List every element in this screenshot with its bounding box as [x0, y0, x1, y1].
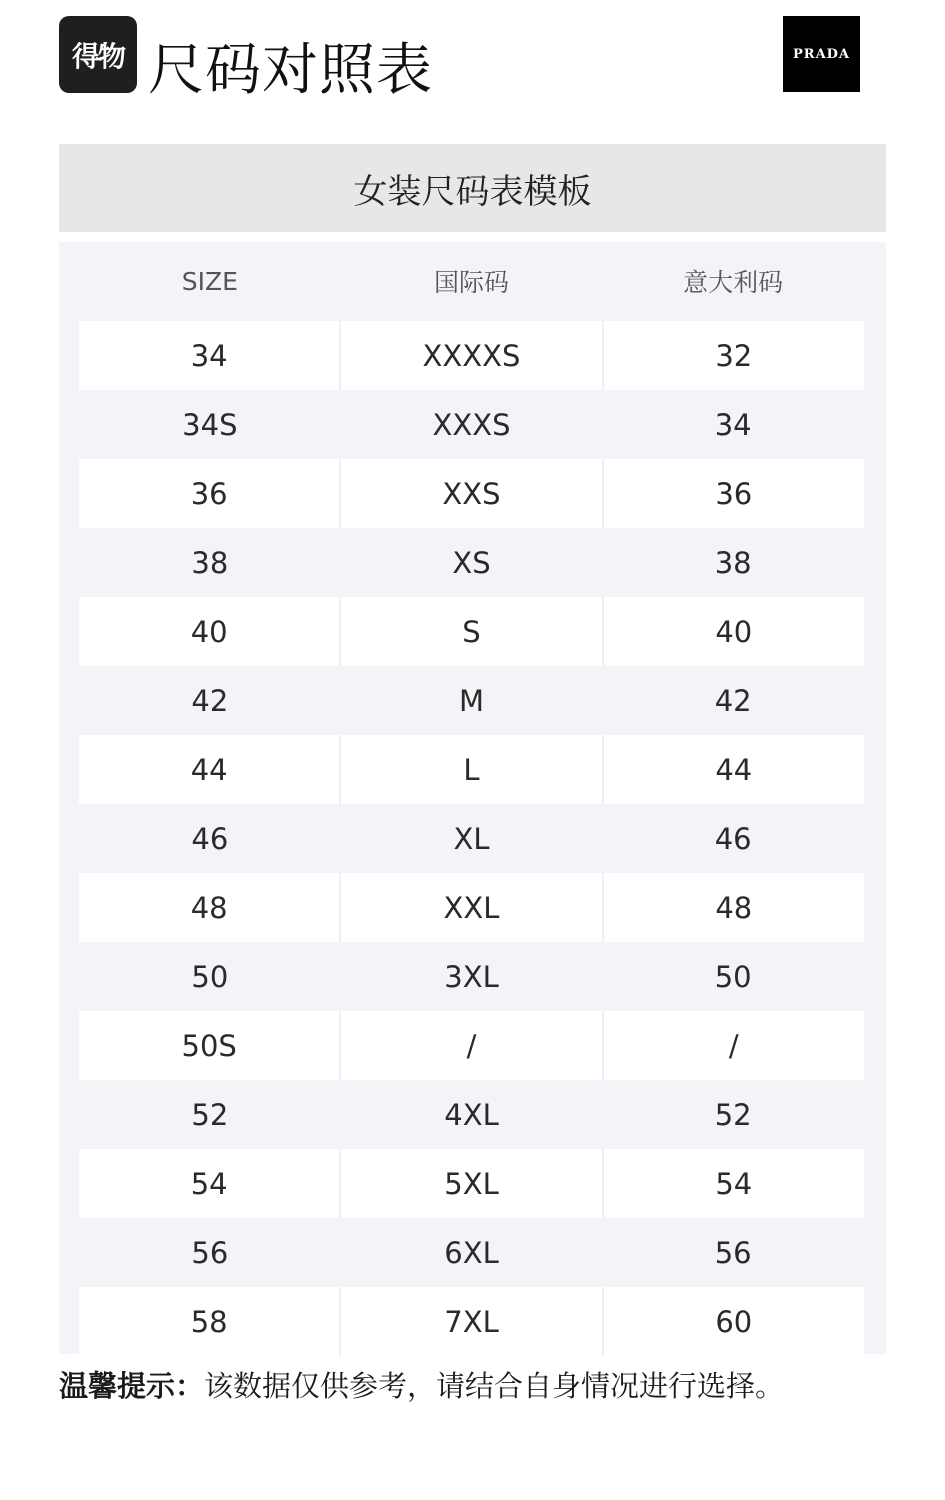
table-row [79, 804, 864, 873]
cell-italian: 34 [714, 407, 752, 442]
cell-size: 34S [182, 407, 238, 442]
cell-italian: 32 [602, 321, 864, 390]
column-header-italian: 意大利码 [683, 268, 784, 297]
cell-international: XS [452, 545, 491, 580]
table-row [79, 390, 864, 459]
table-body [79, 321, 864, 1356]
table-row [79, 459, 864, 528]
cell-italian: 46 [714, 821, 752, 856]
cell-size: 58 [79, 1287, 339, 1356]
cell-international: / [339, 1011, 601, 1080]
table-row [79, 1011, 864, 1080]
cell-italian: 40 [602, 597, 864, 666]
column-header-international: 国际码 [434, 268, 510, 297]
table-row [79, 942, 864, 1011]
cell-size: 50 [191, 959, 229, 994]
cell-size: 52 [191, 1097, 229, 1132]
cell-size: 44 [79, 735, 339, 804]
cell-international: 6XL [444, 1235, 499, 1270]
table-row [79, 1149, 864, 1218]
cell-italian: 50 [714, 959, 752, 994]
table-row [79, 1287, 864, 1356]
cell-international: XXS [339, 459, 601, 528]
cell-international: 7XL [339, 1287, 601, 1356]
cell-size: 38 [191, 545, 229, 580]
cell-italian: 60 [602, 1287, 864, 1356]
footer-text: 该数据仅供参考，请结合自身情况进行选择。 [204, 1369, 785, 1403]
cell-size: 50S [79, 1011, 339, 1080]
cell-size: 54 [79, 1149, 339, 1218]
cell-italian: / [602, 1011, 864, 1080]
cell-size: 40 [79, 597, 339, 666]
table-header-row [79, 242, 864, 320]
cell-italian: 44 [602, 735, 864, 804]
cell-italian: 52 [714, 1097, 752, 1132]
table-row [79, 735, 864, 804]
column-header-size: SIZE [181, 266, 238, 296]
cell-italian: 38 [714, 545, 752, 580]
cell-italian: 42 [714, 683, 752, 718]
brand-logo: PRADA [783, 16, 860, 92]
cell-size: 42 [191, 683, 229, 718]
cell-international: 3XL [444, 959, 499, 994]
table-row [79, 1218, 864, 1287]
cell-international: S [339, 597, 601, 666]
app-logo: 得物 [59, 16, 137, 93]
cell-international: XL [453, 821, 490, 856]
footer-label: 温馨提示： [59, 1369, 205, 1403]
cell-international: XXXS [432, 407, 511, 442]
cell-international: L [339, 735, 601, 804]
table-row [79, 666, 864, 735]
cell-international: M [458, 683, 485, 718]
cell-size: 46 [191, 821, 229, 856]
footer-note [59, 1364, 919, 1408]
table-row [79, 1080, 864, 1149]
table-row [79, 528, 864, 597]
page-title: 尺码对照表 [148, 38, 433, 103]
cell-italian: 56 [714, 1235, 752, 1270]
cell-italian: 54 [602, 1149, 864, 1218]
cell-size: 34 [79, 321, 339, 390]
table-row [79, 597, 864, 666]
cell-size: 36 [79, 459, 339, 528]
cell-italian: 36 [602, 459, 864, 528]
cell-size: 48 [79, 873, 339, 942]
table-row [79, 873, 864, 942]
table-title: 女装尺码表模板 [59, 144, 886, 232]
cell-size: 56 [191, 1235, 229, 1270]
cell-international: 5XL [339, 1149, 601, 1218]
table-row [79, 321, 864, 390]
cell-italian: 48 [602, 873, 864, 942]
cell-international: XXL [339, 873, 601, 942]
cell-international: 4XL [444, 1097, 499, 1132]
cell-international: XXXXS [339, 321, 601, 390]
size-table [59, 242, 886, 1354]
